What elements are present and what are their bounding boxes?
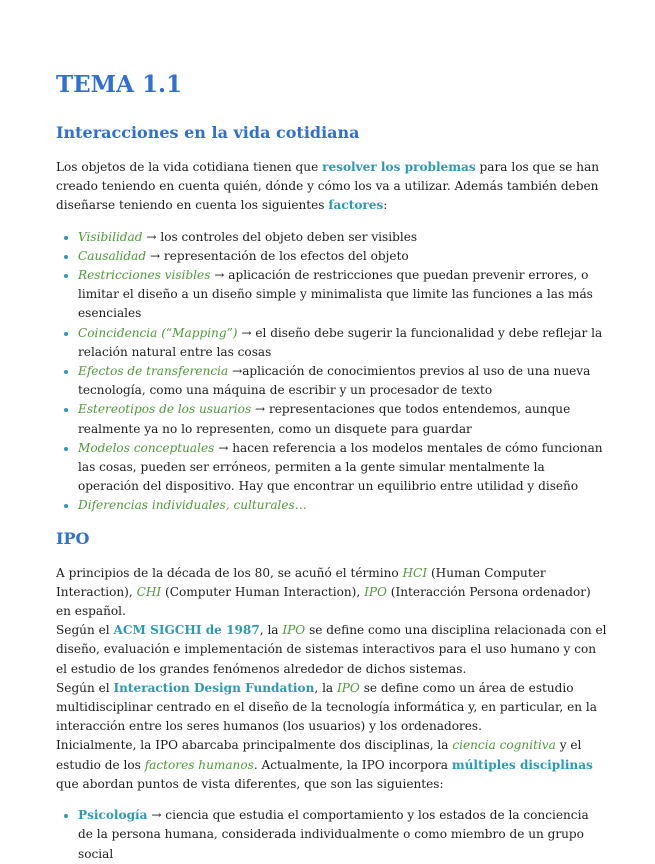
list-item-term: Coincidencia (“Mapping”) xyxy=(78,325,238,340)
list-item: Coincidencia (“Mapping”) → el diseño debe sugerir la funcionalidad y debe reflejar la relación natural entre las cosas xyxy=(78,324,607,362)
list-item: Psicología → ciencia que estudia el comportamiento y los estados de la conciencia de la persona humana, considerada individualmente o como miembro de un grupo social xyxy=(78,806,607,864)
italic-term: factores humanos xyxy=(144,757,254,772)
factors-list xyxy=(56,228,607,516)
section-heading-ipo: IPO xyxy=(56,528,90,548)
list-item-term: Visibilidad xyxy=(78,229,143,244)
disciplines-list xyxy=(56,806,607,864)
ipo-paragraph: A principios de la década de los 80, se acuñó el término HCI (Human Computer Interaction), CHI (Computer Human Interaction), IPO (Interacción Persona ordenador) en español. xyxy=(56,565,591,619)
list-item-term: Efectos de transferencia xyxy=(78,364,229,379)
highlight-term: resolver los problemas xyxy=(322,160,476,174)
italic-term: HCI xyxy=(402,565,428,580)
italic-term: CHI xyxy=(136,584,162,599)
italic-term: IPO xyxy=(364,584,387,599)
list-item: Estereotipos de los usuarios → representaciones que todos entendemos, aunque realmente ya no lo representen, como un disquete para guardar xyxy=(78,400,607,438)
list-item xyxy=(78,496,607,515)
italic-term: ciencia cognitiva xyxy=(452,738,556,753)
intro-paragraph: Los objetos de la vida cotidiana tienen que resolver los problemas para los que se han creado teniendo en cuenta quién, dónde y cómo los va a utilizar. Además también deben diseñarse teniendo en cuenta los siguientes factores: xyxy=(56,160,600,213)
list-item: Visibilidad → los controles del objeto deben ser visibles xyxy=(78,228,607,247)
spacer xyxy=(56,794,607,806)
highlight-term: Interaction Design Fundation xyxy=(113,680,315,695)
highlight-term: múltiples disciplinas xyxy=(451,757,593,772)
list-item-term: Causalidad xyxy=(78,248,147,263)
list-item-term: Diferencias individuales, culturales… xyxy=(78,498,307,513)
list-item: Causalidad → representación de los efectos del objeto xyxy=(78,247,607,266)
ipo-paragraph: Según el Interaction Design Fundation, la IPO se define como un área de estudio multidisciplinar centrado en el diseño de la tecnología informática y, en particular, en la interacción entre los seres humanos (los usuarios) y los ordenadores. xyxy=(56,680,597,734)
highlight-term: ACM SIGCHI de 1987 xyxy=(113,623,260,638)
ipo-paragraph: Según el ACM SIGCHI de 1987, la IPO se define como una disciplina relacionada con el diseño, evaluación e implementación de sistemas interactivos para el uso humano y con el estudio de los grandes fenómenos alrededor de dichos sistemas. xyxy=(56,623,607,676)
list-item-term: Estereotipos de los usuarios xyxy=(78,402,252,417)
list-item: Restricciones visibles → aplicación de restricciones que puedan prevenir errores, o limitar el diseño a un diseño simple y minimalista que limite las funciones a las más esenciales xyxy=(78,266,607,324)
list-item: Modelos conceptuales → hacen referencia a los modelos mentales de cómo funcionan las cosas, pueden ser erróneos, permiten a la gente simular mentalmente la operación del dispositivo. Hay que encontrar un equilibrio entre utilidad y diseño xyxy=(78,439,607,497)
list-item-term: Modelos conceptuales xyxy=(78,440,215,455)
list-item-term: Psicología xyxy=(78,808,148,823)
section-heading-interacciones: Interacciones en la vida cotidiana xyxy=(56,123,360,142)
highlight-term: factores xyxy=(328,198,384,213)
italic-term: IPO xyxy=(282,623,306,638)
ipo-paragraph: Inicialmente, la IPO abarcaba principalmente dos disciplinas, la ciencia cognitiva y el estudio de los factores humanos. Actualmente, la IPO incorpora múltiples disciplinas que abordan puntos de vista diferentes, que son las siguientes: xyxy=(56,738,593,791)
italic-term: IPO xyxy=(337,680,360,695)
ipo-paragraphs xyxy=(56,564,607,794)
list-item: Efectos de transferencia →aplicación de conocimientos previos al uso de una nueva tecnología, como una máquina de escribir y un procesador de texto xyxy=(78,362,607,400)
list-item-term: Restricciones visibles xyxy=(78,268,211,283)
page-title: TEMA 1.1 xyxy=(56,71,182,98)
